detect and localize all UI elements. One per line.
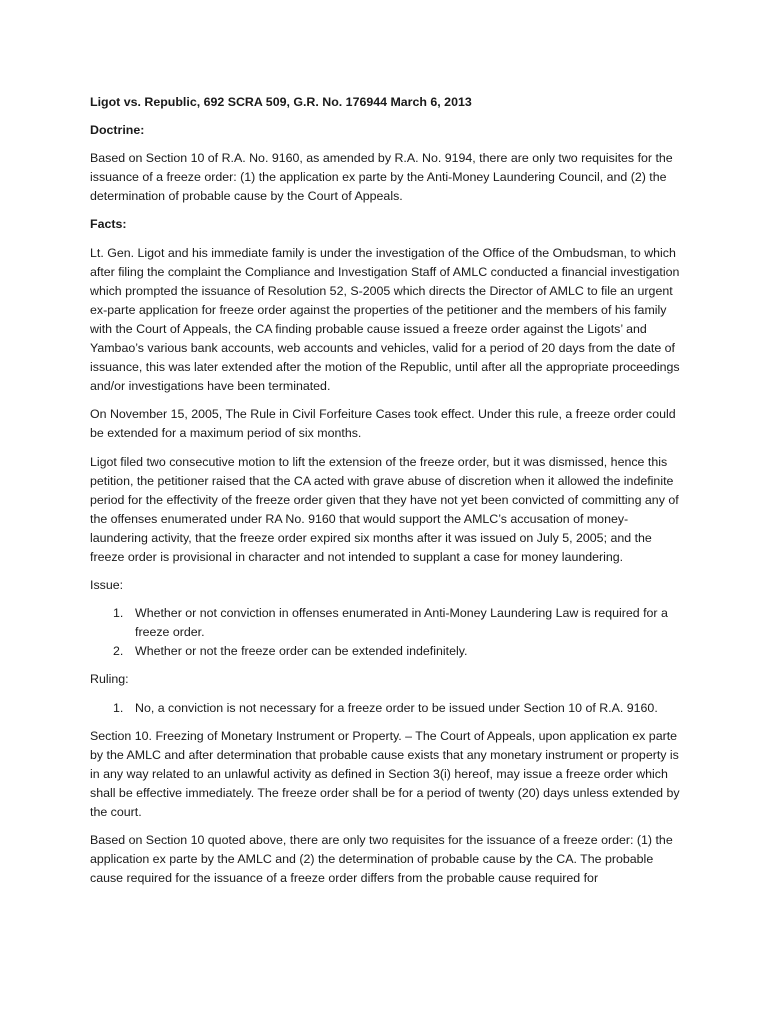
- ruling-heading: Ruling:: [90, 672, 129, 687]
- list-item-text: No, a conviction is not necessary for a freeze order to be issued under Section 10 of R.A. 9160.: [135, 700, 658, 715]
- list-item-text: Whether or not the freeze order can be extended indefinitely.: [135, 644, 468, 659]
- doctrine-heading: Doctrine:: [90, 123, 145, 138]
- list-number: 1.: [113, 606, 124, 621]
- list-item-text: Whether or not conviction in offenses enumerated in Anti-Money Laundering Law is required for a freeze order.: [135, 606, 668, 640]
- case-title: Ligot vs. Republic, 692 SCRA 509, G.R. No. 176944 March 6, 2013: [90, 95, 472, 109]
- facts-paragraph-2: On November 15, 2005, The Rule in Civil Forfeiture Cases took effect. Under this rule, a freeze order could be extended for a maximum period of six months.: [90, 407, 676, 441]
- ruling-list: [90, 699, 682, 718]
- ruling-paragraph-1: Section 10. Freezing of Monetary Instrument or Property. – The Court of Appeals, upon application ex parte by the AMLC and after determination that probable cause exists that any monetary instrument or property is in any way related to an unlawful activity as defined in Section 3(i) hereof, may issue a freeze order which shall be effective immediately. The freeze order shall be for a period of twenty (20) days unless extended by the court.: [90, 728, 680, 819]
- list-number: 2.: [113, 644, 124, 659]
- list-item: [90, 699, 682, 718]
- issue-heading: Issue:: [90, 578, 124, 593]
- ruling-paragraph-2: Based on Section 10 quoted above, there are only two requisites for the issuance of a freeze order: (1) the application ex parte by the AMLC and (2) the determination of probable cause by the CA. The probable cause required for the issuance of a freeze order differs from the probable cause required for: [90, 833, 673, 886]
- list-item: [90, 604, 682, 642]
- issue-list: [90, 604, 682, 661]
- facts-heading: Facts:: [90, 217, 127, 232]
- document-body: [90, 93, 682, 897]
- list-item: [90, 642, 682, 661]
- list-number: 1.: [113, 700, 124, 715]
- doctrine-paragraph: Based on Section 10 of R.A. No. 9160, as amended by R.A. No. 9194, there are only two requisites for the issuance of a freeze order: (1) the application ex parte by the Anti-Money Laundering Council, and (2) the determination of probable cause by the Court of Appeals.: [90, 151, 673, 204]
- facts-paragraph-3: Ligot filed two consecutive motion to lift the extension of the freeze order, but it was dismissed, hence this petition, the petitioner raised that the CA acted with grave abuse of discretion when it allowed the indefinite period for the effectivity of the freeze order given that they have not yet been convicted of committing any of the offenses enumerated under RA No. 9160 that would support the AMLC’s accusation of money-laundering activity, that the freeze order expired six months after it was issued on July 5, 2005; and the freeze order is provisional in character and not intended to supplant a case for money laundering.: [90, 454, 679, 564]
- facts-paragraph-1: Lt. Gen. Ligot and his immediate family is under the investigation of the Office of the Ombudsman, to which after filing the complaint the Compliance and Investigation Staff of AMLC conducted a financial investigation which prompted the issuance of Resolution 52, S-2005 which directs the Director of AMLC to file an urgent ex-parte application for freeze order against the properties of the petitioner and the members of his family with the Court of Appeals, the CA finding probable cause issued a freeze order against the Ligots’ and Yambao’s various bank accounts, web accounts and vehicles, valid for a period of 20 days from the date of issuance, this was later extended after the motion of the Republic, until after all the appropriate proceedings and/or investigations have been terminated.: [90, 245, 680, 394]
